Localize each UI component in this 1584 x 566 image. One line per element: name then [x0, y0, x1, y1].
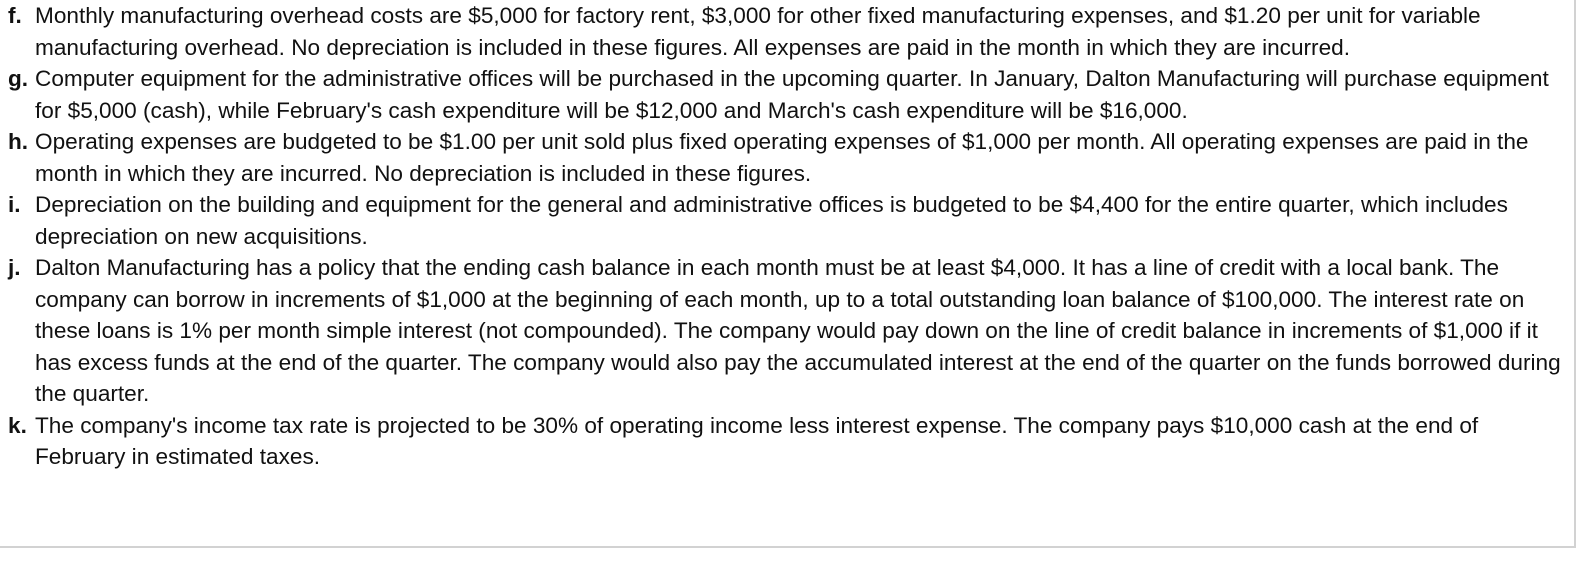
item-text: Depreciation on the building and equipment for the general and administrative offices is budgeted to be $4,400 for the entire quarter, which includes depreciation on new acquisitions. [35, 192, 1508, 249]
item-text: The company's income tax rate is projected to be 30% of operating income less interest expense. The company pays $10,000 cash at the end of February in estimated taxes. [35, 412, 1479, 469]
item-letter: f. [8, 3, 22, 28]
item-letter: h. [8, 129, 29, 154]
item-letter: i. [8, 192, 21, 217]
assumption-list [8, 0, 1568, 473]
item-text: Computer equipment for the administrative offices will be purchased in the upcoming quarter. In January, Dalton Manufacturing will purchase equipment for $5,000 (cash), while February's cash expenditure will be $12,000 and March's cash expenditure will be $16,000. [35, 66, 1549, 123]
item-letter: j. [8, 255, 21, 280]
list-item-g [8, 63, 1568, 126]
list-item-j [8, 252, 1568, 410]
list-item-k [8, 410, 1568, 473]
list-item-h [8, 126, 1568, 189]
item-text: Operating expenses are budgeted to be $1.00 per unit sold plus fixed operating expenses of $1,000 per month. All operating expenses are paid in the month in which they are incurred. No depreciation is included in these figures. [35, 129, 1529, 186]
item-text: Monthly manufacturing overhead costs are $5,000 for factory rent, $3,000 for other fixed manufacturing expenses, and $1.20 per unit for variable manufacturing overhead. No depreciation is included in these figures. All expenses are paid in the month in which they are incurred. [35, 3, 1481, 60]
item-letter: g. [8, 66, 29, 91]
item-text: Dalton Manufacturing has a policy that the ending cash balance in each month must be at least $4,000. It has a line of credit with a local bank. The company can borrow in increments of $1,000 at the beginning of each month, up to a total outstanding loan balance of $100,000. The interest rate on these loans is 1% per month simple interest (not compounded). The company would pay down on the line of credit balance in increments of $1,000 if it has excess funds at the end of the quarter. The company would also pay the accumulated interest at the end of the quarter on the funds borrowed during the quarter. [35, 255, 1561, 406]
list-item-i [8, 189, 1568, 252]
item-letter: k. [8, 412, 27, 438]
list-item-f [8, 0, 1568, 63]
